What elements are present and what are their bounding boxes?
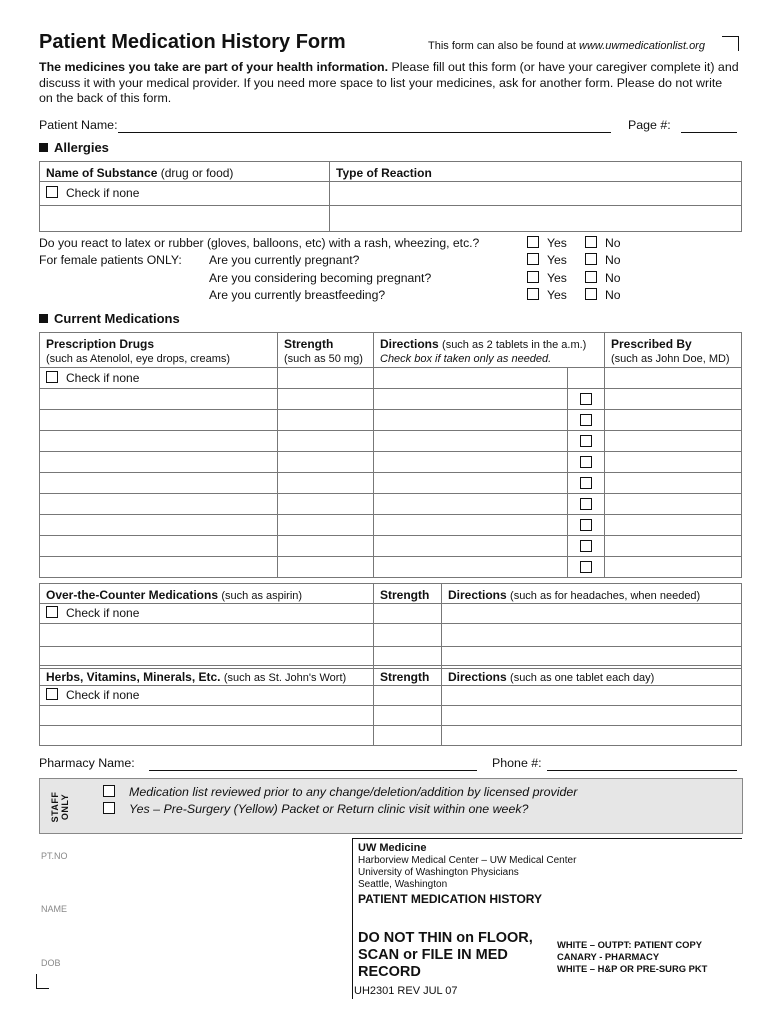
corner-mark <box>722 36 739 51</box>
table-cell[interactable] <box>374 368 568 389</box>
as-needed-cell[interactable] <box>567 452 604 473</box>
pharmacy-name-field[interactable] <box>149 756 477 771</box>
pregnant-yes[interactable]: Yes <box>527 253 567 267</box>
considering-no[interactable]: No <box>585 271 621 285</box>
page-number-label: Page #: <box>628 118 671 132</box>
female-label: For female patients ONLY: <box>39 253 182 267</box>
table-cell[interactable] <box>40 536 278 557</box>
table-cell[interactable] <box>40 624 374 647</box>
checkbox[interactable] <box>585 271 597 283</box>
as-needed-cell[interactable] <box>567 389 604 410</box>
prescription-table <box>39 332 742 578</box>
checkbox[interactable] <box>46 371 58 383</box>
pt-no-label: PT.NO <box>41 851 68 861</box>
table-row[interactable]: Check if none <box>40 604 374 624</box>
checkbox[interactable] <box>585 288 597 300</box>
table-cell[interactable] <box>40 206 330 232</box>
table-cell[interactable] <box>374 515 568 536</box>
latex-question: Do you react to latex or rubber (gloves, balloons, etc) with a rash, wheezing, etc.? <box>39 236 480 250</box>
rx-col-directions: Directions (such as 2 tablets in the a.m.) Check box if taken only as needed. <box>374 333 605 368</box>
table-row[interactable]: Check if none <box>40 368 278 389</box>
table-cell[interactable] <box>374 452 568 473</box>
table-cell[interactable] <box>278 452 374 473</box>
checkbox[interactable] <box>527 271 539 283</box>
table-cell[interactable] <box>330 182 742 206</box>
checkbox[interactable] <box>527 236 539 248</box>
breastfeeding-yes[interactable]: Yes <box>527 288 567 302</box>
table-cell[interactable] <box>40 706 374 726</box>
patient-name-field[interactable] <box>118 118 611 133</box>
as-needed-checkbox[interactable] <box>580 561 592 573</box>
breastfeeding-question: Are you currently breastfeeding? <box>209 288 386 302</box>
table-cell[interactable] <box>40 452 278 473</box>
otc-col-name: Over-the-Counter Medications (such as aspirin) <box>40 584 374 604</box>
table-cell[interactable] <box>40 473 278 494</box>
rx-col-drugs: Prescription Drugs (such as Atenolol, eye drops, creams) <box>40 333 278 368</box>
table-cell[interactable] <box>40 410 278 431</box>
as-needed-cell[interactable] <box>567 536 604 557</box>
table-cell[interactable] <box>605 410 742 431</box>
table-cell[interactable] <box>40 557 278 578</box>
staff-item-presurgery[interactable]: Yes – Pre-Surgery (Yellow) Packet or Return clinic visit within one week? <box>103 802 528 816</box>
table-cell[interactable] <box>278 536 374 557</box>
revision-code: UH2301 REV JUL 07 <box>354 985 458 997</box>
intro-text: The medicines you take are part of your health information. Please fill out this form (or have your caregiver complete it) and discuss it with your medical provider. If you need more space to list your medicines, ask for another form. Please do not write on the back of this form. <box>39 60 739 105</box>
rx-col-prescribed: Prescribed By (such as John Doe, MD) <box>605 333 742 368</box>
copy-distribution: WHITE – OUTPT: PATIENT COPY CANARY - PHARMACY WHITE – H&P OR PRE-SURG PKT <box>557 939 708 974</box>
table-cell[interactable] <box>374 624 442 647</box>
otc-col-strength: Strength <box>374 584 442 604</box>
section-bullet-icon <box>39 143 48 152</box>
herbs-col-directions: Directions (such as one tablet each day) <box>442 666 742 686</box>
as-needed-cell[interactable] <box>567 431 604 452</box>
table-cell[interactable] <box>40 431 278 452</box>
as-needed-checkbox[interactable] <box>580 519 592 531</box>
as-needed-checkbox[interactable] <box>580 477 592 489</box>
form-url-note: This form can also be found at www.uwmedicationlist.org <box>428 40 705 52</box>
medications-heading: Current Medications <box>39 311 180 326</box>
checkbox[interactable] <box>103 802 115 814</box>
table-cell[interactable] <box>40 726 374 746</box>
table-cell[interactable] <box>442 726 742 746</box>
form-title: Patient Medication History Form <box>39 31 346 53</box>
table-cell[interactable] <box>605 431 742 452</box>
otc-table <box>39 583 742 669</box>
corner-mark <box>36 974 49 989</box>
name-label: NAME <box>41 904 68 914</box>
table-cell[interactable] <box>567 368 604 389</box>
table-cell[interactable] <box>442 604 742 624</box>
table-cell[interactable] <box>374 473 568 494</box>
table-cell[interactable] <box>374 726 442 746</box>
table-cell[interactable] <box>605 557 742 578</box>
footer-form-title: PATIENT MEDICATION HISTORY <box>358 892 543 906</box>
table-cell[interactable] <box>374 604 442 624</box>
table-cell[interactable] <box>278 368 374 389</box>
table-cell[interactable] <box>40 515 278 536</box>
as-needed-checkbox[interactable] <box>580 414 592 426</box>
checkbox[interactable] <box>103 785 115 797</box>
checkbox[interactable] <box>585 236 597 248</box>
table-cell[interactable] <box>605 494 742 515</box>
as-needed-checkbox[interactable] <box>580 540 592 552</box>
table-cell[interactable] <box>605 389 742 410</box>
allergies-table <box>39 161 742 232</box>
table-cell[interactable] <box>605 452 742 473</box>
org-address: Harborview Medical Center – UW Medical Center University of Washington Physicians Seattle, Washington <box>358 855 577 890</box>
table-cell[interactable] <box>374 431 568 452</box>
form-url[interactable]: www.uwmedicationlist.org <box>579 40 705 52</box>
patient-name-label: Patient Name: <box>39 118 118 132</box>
checkbox[interactable] <box>46 186 58 198</box>
as-needed-cell[interactable] <box>567 410 604 431</box>
phone-label: Phone #: <box>492 756 542 770</box>
table-cell[interactable] <box>278 515 374 536</box>
checkbox[interactable] <box>527 253 539 265</box>
table-cell[interactable] <box>442 706 742 726</box>
staff-only-box <box>39 778 743 834</box>
allergies-col-substance: Name of Substance (drug or food) <box>40 162 330 182</box>
as-needed-cell[interactable] <box>567 473 604 494</box>
table-cell[interactable] <box>278 410 374 431</box>
table-cell[interactable] <box>605 536 742 557</box>
pregnant-question: Are you currently pregnant? <box>209 253 360 267</box>
table-cell[interactable] <box>278 431 374 452</box>
table-cell[interactable] <box>374 494 568 515</box>
table-cell[interactable] <box>278 473 374 494</box>
latex-yes[interactable]: Yes <box>527 236 567 250</box>
do-not-thin-notice: DO NOT THIN on FLOOR, SCAN or FILE IN MED RECORD <box>358 930 533 980</box>
allergies-col-reaction: Type of Reaction <box>330 162 742 182</box>
table-cell[interactable] <box>278 557 374 578</box>
staff-only-label: STAFF ONLY <box>50 791 70 823</box>
table-cell[interactable] <box>605 515 742 536</box>
pharmacy-name-label: Pharmacy Name: <box>39 756 135 770</box>
table-cell[interactable] <box>374 686 442 706</box>
as-needed-cell[interactable] <box>567 494 604 515</box>
section-bullet-icon <box>39 314 48 323</box>
table-cell[interactable] <box>605 473 742 494</box>
table-cell[interactable] <box>374 706 442 726</box>
checkbox[interactable] <box>46 606 58 618</box>
checkbox[interactable] <box>527 288 539 300</box>
as-needed-checkbox[interactable] <box>580 393 592 405</box>
dob-label: DOB <box>41 958 61 968</box>
considering-question: Are you considering becoming pregnant? <box>209 271 432 285</box>
as-needed-cell[interactable] <box>567 557 604 578</box>
table-cell[interactable] <box>374 557 568 578</box>
pregnant-no[interactable]: No <box>585 253 621 267</box>
table-cell[interactable] <box>330 206 742 232</box>
table-cell[interactable] <box>374 536 568 557</box>
table-row[interactable]: Check if none <box>40 686 374 706</box>
org-name: UW Medicine <box>358 842 427 854</box>
table-cell[interactable] <box>442 686 742 706</box>
table-cell[interactable] <box>374 410 568 431</box>
staff-item-reviewed[interactable]: Medication list reviewed prior to any change/deletion/addition by licensed provider <box>103 785 577 799</box>
breastfeeding-no[interactable]: No <box>585 288 621 302</box>
table-cell[interactable] <box>40 389 278 410</box>
table-cell[interactable] <box>278 389 374 410</box>
herbs-col-strength: Strength <box>374 666 442 686</box>
herbs-table <box>39 665 742 746</box>
checkbox[interactable] <box>585 253 597 265</box>
rx-col-strength: Strength (such as 50 mg) <box>278 333 374 368</box>
table-cell[interactable] <box>374 389 568 410</box>
table-cell[interactable] <box>40 494 278 515</box>
herbs-col-name: Herbs, Vitamins, Minerals, Etc. (such as St. John's Wort) <box>40 666 374 686</box>
allergies-heading: Allergies <box>39 140 109 155</box>
as-needed-cell[interactable] <box>567 515 604 536</box>
as-needed-checkbox[interactable] <box>580 498 592 510</box>
considering-yes[interactable]: Yes <box>527 271 567 285</box>
table-cell[interactable] <box>278 494 374 515</box>
phone-field[interactable] <box>547 756 737 771</box>
latex-no[interactable]: No <box>585 236 621 250</box>
otc-col-directions: Directions (such as for headaches, when needed) <box>442 584 742 604</box>
table-cell[interactable] <box>442 624 742 647</box>
as-needed-checkbox[interactable] <box>580 456 592 468</box>
checkbox[interactable] <box>46 688 58 700</box>
table-row[interactable]: Check if none <box>40 182 330 206</box>
page-number-field[interactable] <box>681 118 737 133</box>
table-cell[interactable] <box>605 368 742 389</box>
as-needed-checkbox[interactable] <box>580 435 592 447</box>
